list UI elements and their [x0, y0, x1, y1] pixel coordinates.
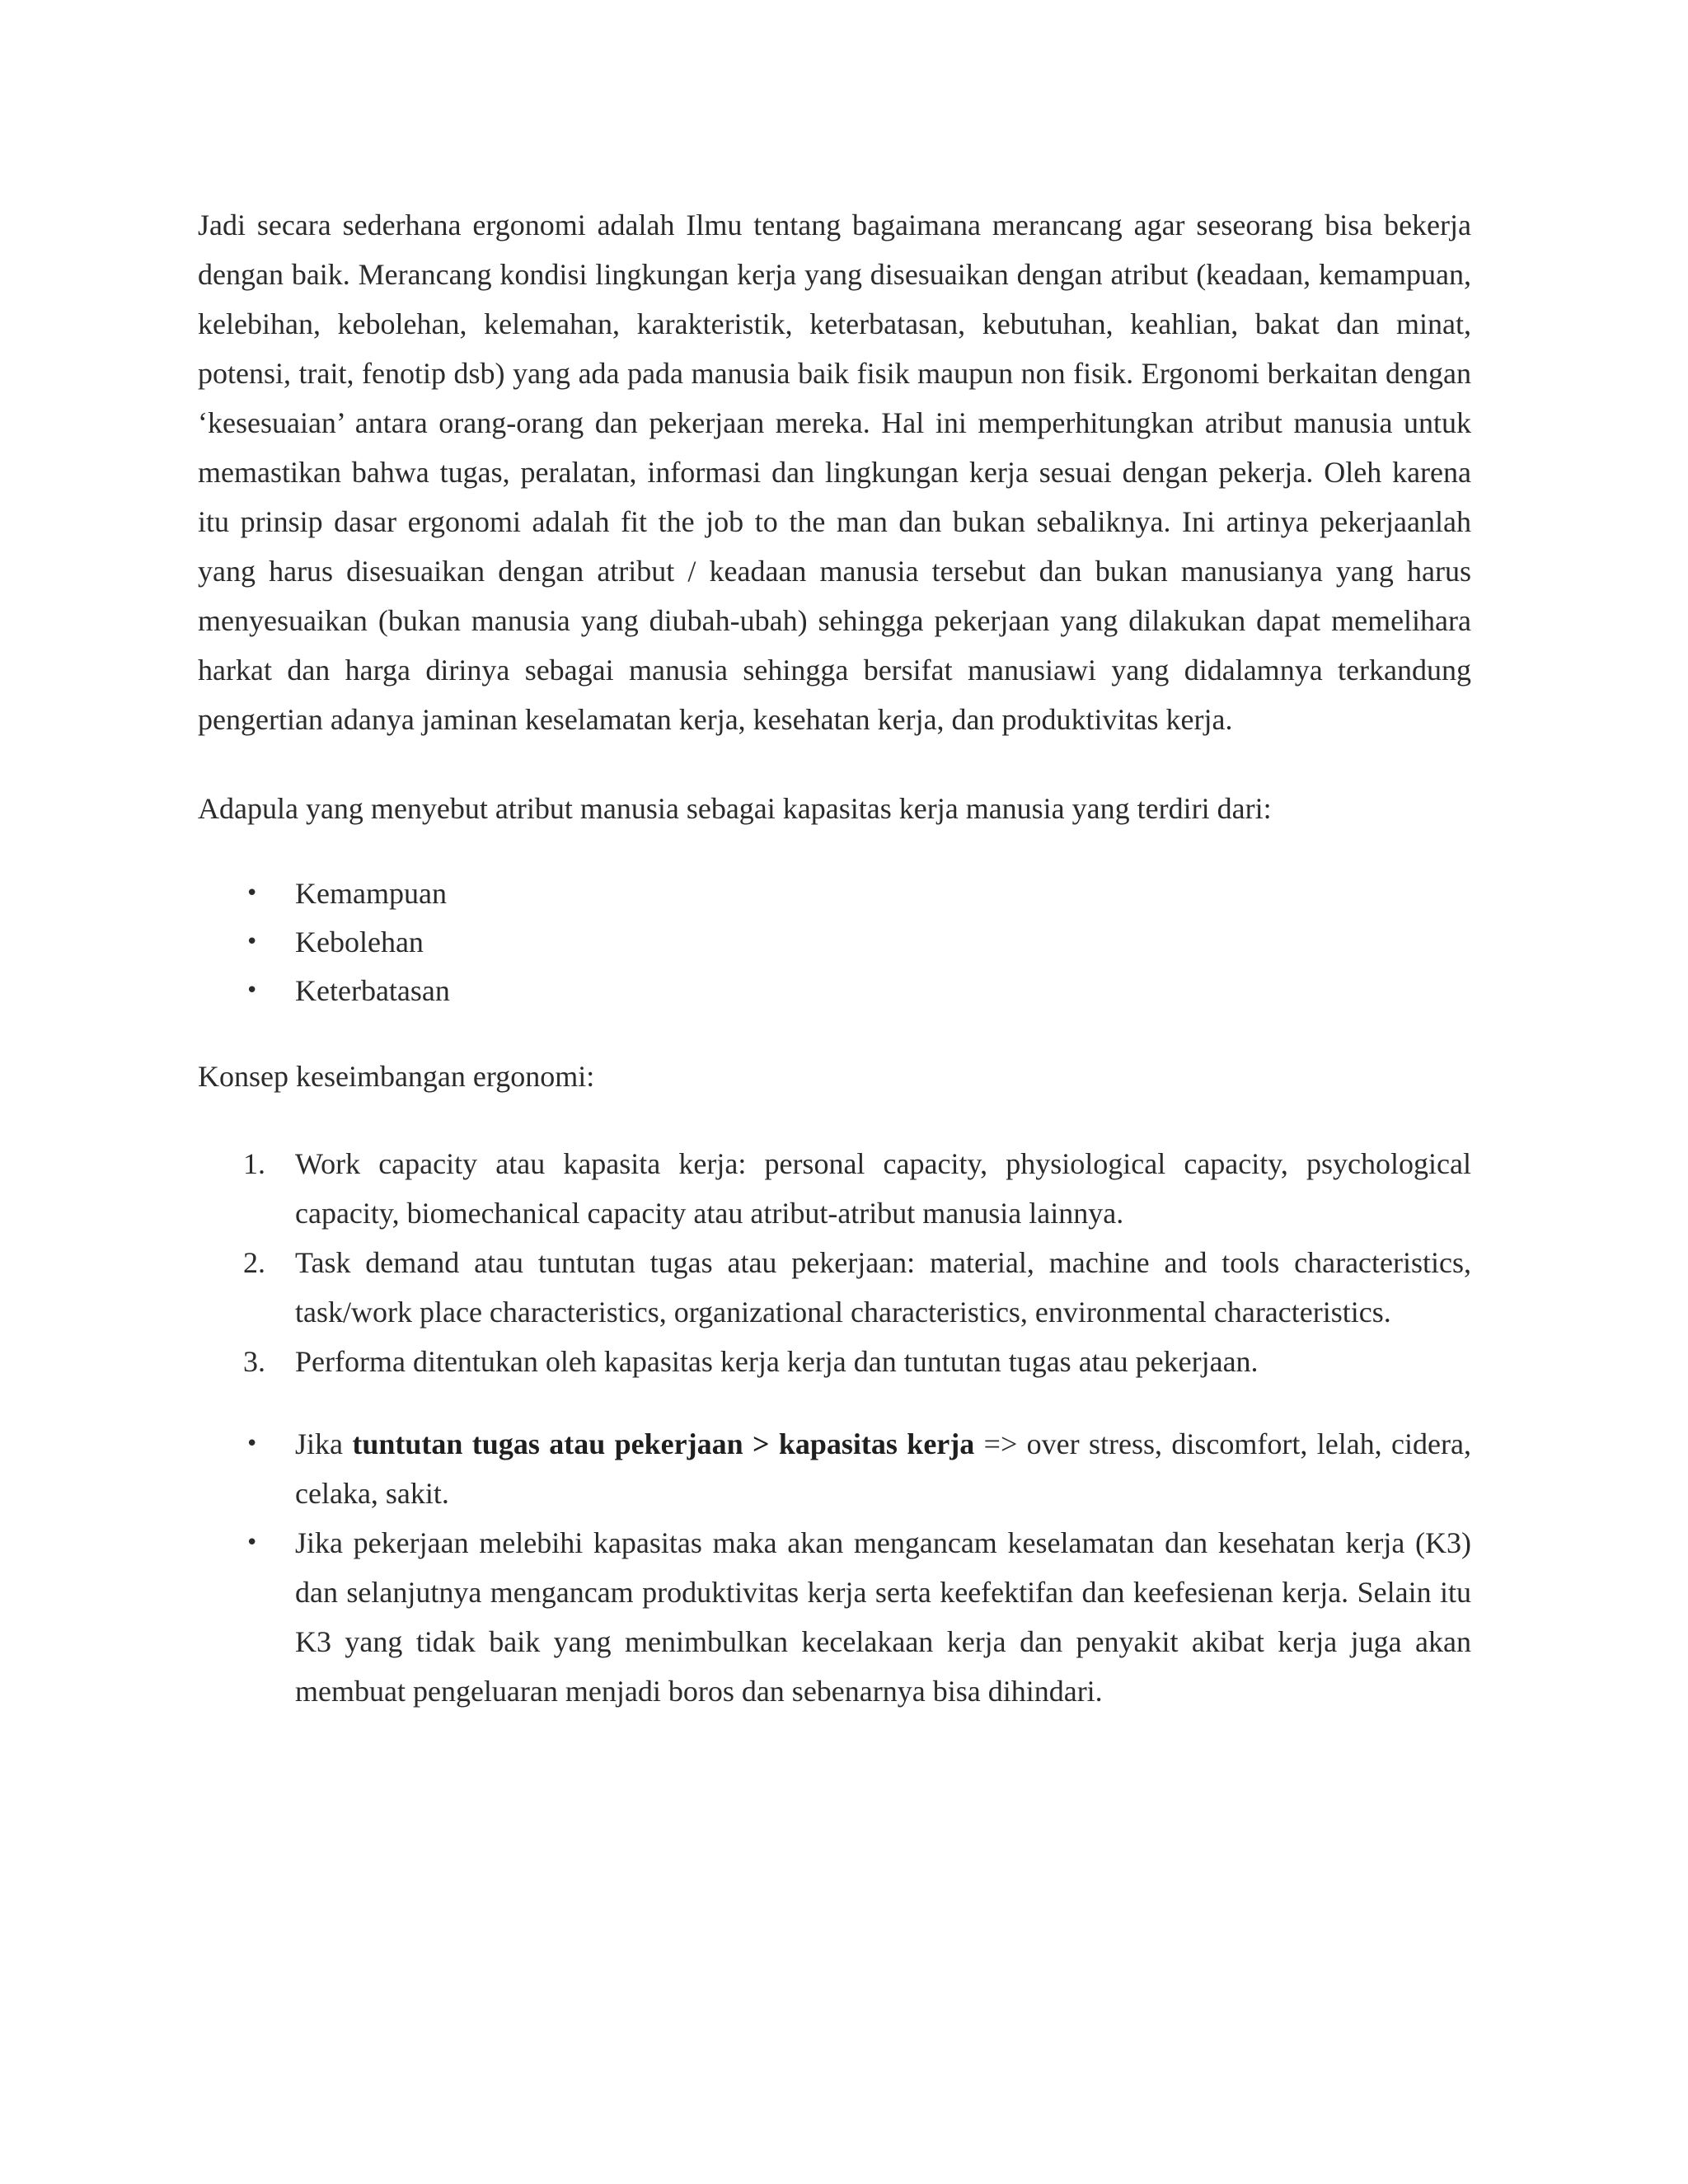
- concept-heading: Konsep keseimbangan ergonomi:: [198, 1060, 595, 1093]
- consequence-list: [198, 1419, 1471, 1716]
- list-item: [198, 1337, 1471, 1386]
- bullet-icon: •: [246, 1432, 259, 1456]
- spacer: [198, 1386, 1471, 1419]
- list-item-text: Task demand atau tuntutan tugas atau pekerjaan: material, machine and tools characteristics, task/work place characteristics, organizational characteristics, environmental characteristics.: [295, 1246, 1471, 1329]
- list-item: [198, 1139, 1471, 1238]
- list-item-text: Kebolehan: [295, 926, 424, 958]
- list-item: [198, 967, 1471, 1015]
- document-page: [198, 200, 1471, 1716]
- attribute-list: [198, 869, 1471, 1015]
- intro-paragraph: Jadi secara sederhana ergonomi adalah Ilmu tentang bagaimana merancang agar seseorang bisa bekerja dengan baik. Merancang kondisi lingkungan kerja yang disesuaikan dengan atribut (keadaan, kemampuan, kelebihan, kebolehan, kelemahan, karakteristik, keterbatasan, kebutuhan, keahlian, bakat dan minat, potensi, trait, fenotip dsb) yang ada pada manusia baik fisik maupun non fisik. Ergonomi berkaitan dengan ‘kesesuaian’ antara orang-orang dan pekerjaan mereka. Hal ini memperhitungkan atribut manusia untuk memastikan bahwa tugas, peralatan, informasi dan lingkungan kerja sesuai dengan pekerja. Oleh karena itu prinsip dasar ergonomi adalah fit the job to the man dan bukan sebaliknya. Ini artinya pekerjaanlah yang harus disesuaikan dengan atribut / keadaan manusia tersebut dan bukan manusianya yang harus menyesuaikan (bukan manusia yang diubah-ubah) sehingga pekerjaan yang dilakukan dapat memelihara harkat dan harga dirinya sebagai manusia sehingga bersifat manusiawi yang didalamnya terkandung pengertian adanya jaminan keselamatan kerja, kesehatan kerja, dan produktivitas kerja.: [198, 209, 1471, 736]
- list-number: 3.: [243, 1345, 265, 1378]
- list-item: [198, 869, 1471, 918]
- attribute-intro-paragraph: Adapula yang menyebut atribut manusia sebagai kapasitas kerja manusia yang terdiri dari:: [198, 792, 1272, 825]
- list-item: [198, 918, 1471, 967]
- bullet-icon: •: [246, 978, 259, 1003]
- bullet-icon: •: [246, 881, 259, 906]
- spacer: [198, 1101, 1471, 1139]
- spacer: [198, 833, 1471, 869]
- list-item: [198, 1518, 1471, 1716]
- list-item-prefix: Jika: [295, 1427, 353, 1460]
- list-item-suffix: => over stress, discomfort, lelah, cidera, celaka, sakit.: [295, 1427, 1471, 1510]
- list-number: 2.: [243, 1246, 265, 1279]
- list-item-text: Jika pekerjaan melebihi kapasitas maka akan mengancam keselamatan dan kesehatan kerja (K3) dan selanjutnya mengancam produktivitas kerja serta keefektifan dan keefesienan kerja. Selain itu K3 yang tidak baik yang menimbulkan kecelakaan kerja dan penyakit akibat kerja juga akan membuat pengeluaran menjadi boros dan sebenarnya bisa dihindari.: [295, 1526, 1471, 1708]
- list-number: 1.: [243, 1147, 265, 1180]
- list-item-bold-text: tuntutan tugas atau pekerjaan > kapasitas kerja: [352, 1427, 975, 1460]
- list-item-text: Keterbatasan: [295, 974, 450, 1007]
- bullet-icon: •: [246, 930, 259, 954]
- concept-list: [198, 1139, 1471, 1386]
- list-item-text: Work capacity atau kapasita kerja: personal capacity, physiological capacity, psychological capacity, biomechanical capacity atau atribut-atribut manusia lainnya.: [295, 1147, 1471, 1230]
- list-item-text: Performa ditentukan oleh kapasitas kerja kerja dan tuntutan tugas atau pekerjaan.: [295, 1345, 1259, 1378]
- spacer: [198, 1015, 1471, 1052]
- list-item-text: Kemampuan: [295, 877, 447, 910]
- list-item: [198, 1238, 1471, 1337]
- spacer: [198, 744, 1471, 784]
- list-item: [198, 1419, 1471, 1518]
- bullet-icon: •: [246, 1530, 259, 1555]
